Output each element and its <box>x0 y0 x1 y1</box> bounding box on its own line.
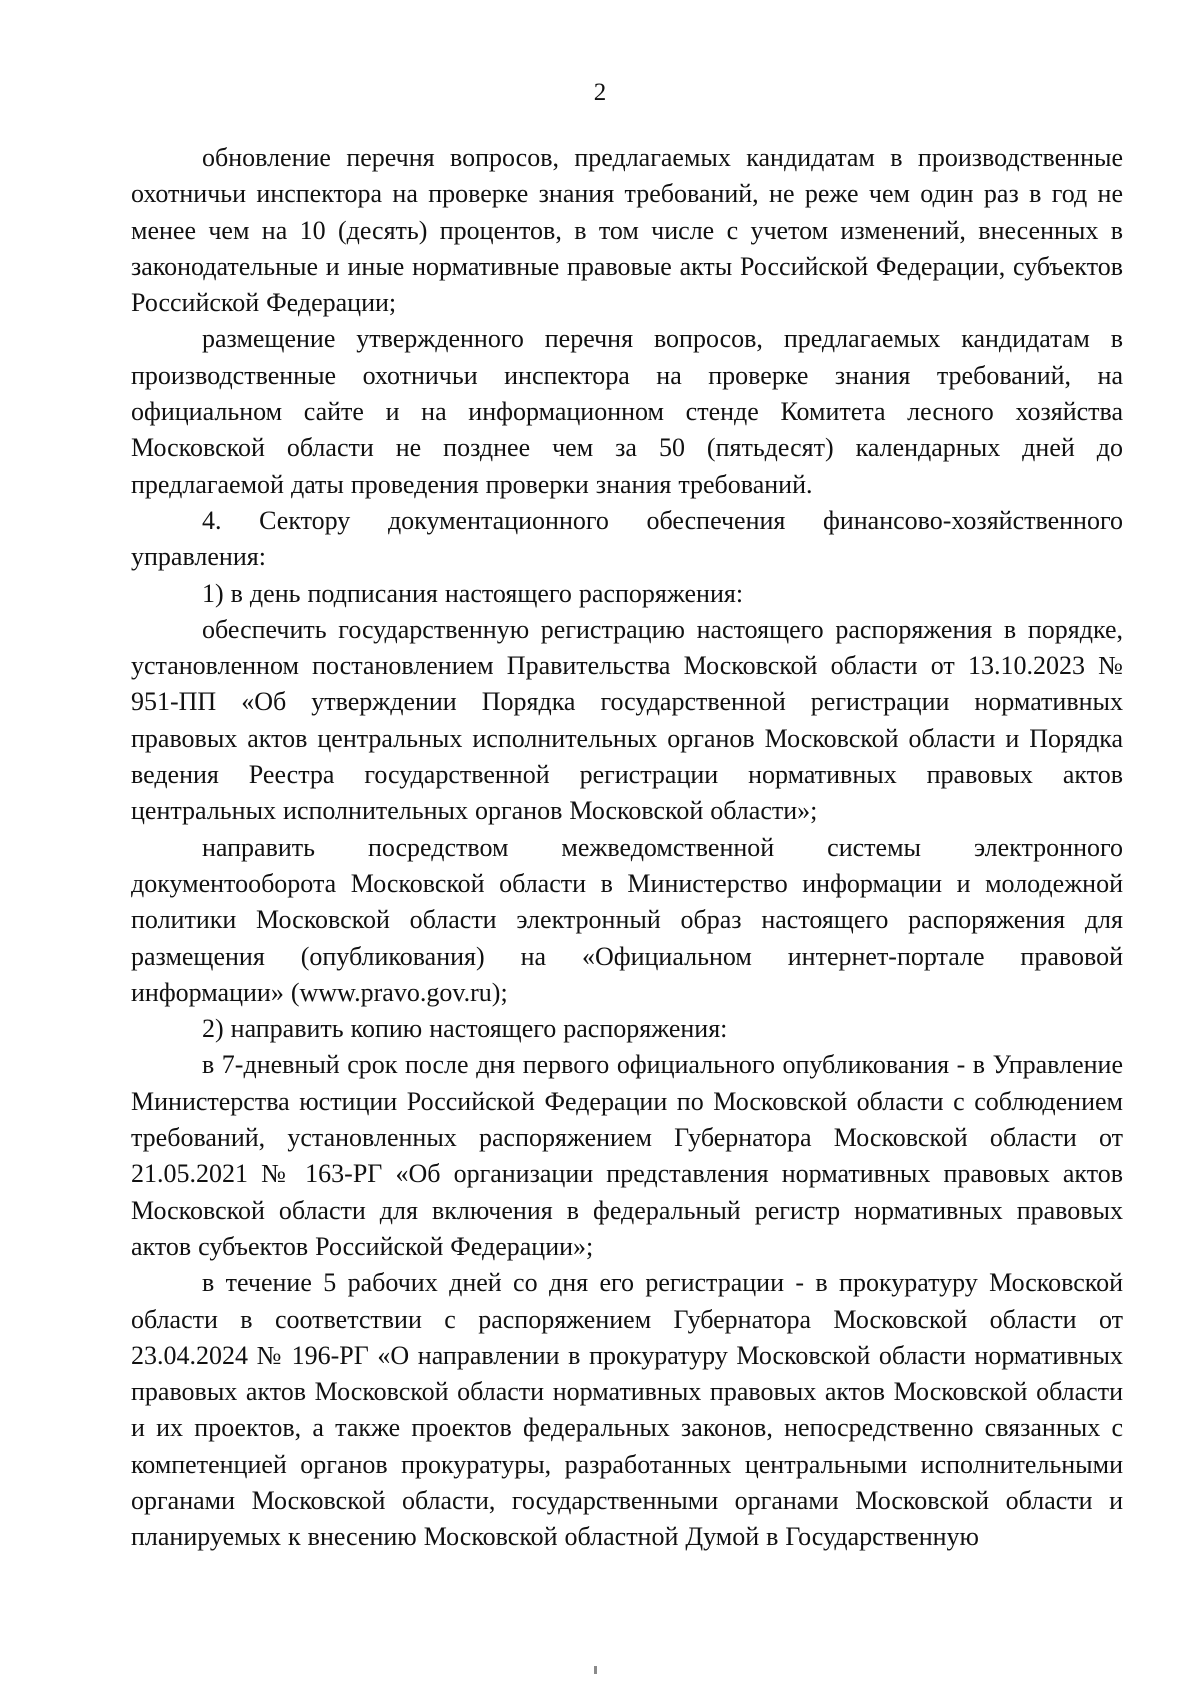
paragraph-subitem-2-send-copy: 2) направить копию настоящего распоряжения: <box>202 1014 728 1044</box>
paragraph-prosecutor-office: в течение 5 рабочих дней со дня его регистрации - в прокуратуру Московской области в соответствии с распоряжением Губернатора Московской области от 23.04.2024 № 196-РГ «О направлении в прокуратуру Московской области нормативных правовых актов Московской области нормативных правовых актов Московской области и их проектов, а также проектов федеральных законов, непосредственно связанных с компетенцией органов прокуратуры, разработанных центральными исполнительными органами Московской области, государственными органами Московской области и планируемых к внесению Московской областной Думой в Государственную <box>131 1268 1123 1552</box>
document-body <box>131 140 1123 1556</box>
paragraph-subitem-1-signing-day: 1) в день подписания настоящего распоряжения: <box>202 578 744 608</box>
paragraph-send-for-publication: направить посредством межведомственной системы электронного документооборота Московской области в Министерство информации и молодежной политики Московской области электронный образ настоящего распоряжения для размещения (опубликования) на «Официальном интернет-портале правовой информации» (www.pravo.gov.ru); <box>131 832 1123 1007</box>
page-number: 2 <box>593 79 607 106</box>
paragraph-state-registration: обеспечить государственную регистрацию настоящего распоряжения в порядке, установленном постановлением Правительства Московской области от 13.10.2023 № 951-ПП «Об утверждении Порядка государственной регистрации нормативных правовых актов центральных исполнительных органов Московской области и Порядка ведения Реестра государственной регистрации нормативных правовых актов центральных исполнительных органов Московской области»; <box>131 614 1123 826</box>
scan-artifact-mark <box>594 1666 597 1674</box>
paragraph-item-4-documentation-sector: 4. Сектору документационного обеспечения финансово-хозяйственного управления: <box>131 505 1123 572</box>
paragraph-publish-question-list: размещение утвержденного перечня вопросов, предлагаемых кандидатам в производственные охотничьи инспектора на проверке знания требований, на официальном сайте и на информационном стенде Комитета лесного хозяйства Московской области не позднее чем за 50 (пятьдесят) календарных дней до предлагаемой даты проведения проверки знания требований. <box>131 324 1123 499</box>
paragraph-ministry-of-justice: в 7-дневный срок после дня первого официального опубликования - в Управление Министерства юстиции Российской Федерации по Московской области с соблюдением требований, установленных распоряжением Губернатора Московской области от 21.05.2021 № 163-РГ «Об организации представления нормативных правовых актов Московской области для включения в федеральный регистр нормативных правовых актов субъектов Российской Федерации»; <box>131 1050 1123 1261</box>
paragraph-update-question-list: обновление перечня вопросов, предлагаемых кандидатам в производственные охотничьи инспектора на проверке знания требований, не реже чем один раз в год не менее чем на 10 (десять) процентов, в том числе с учетом изменений, внесенных в законодательные и иные нормативные правовые акты Российской Федерации, субъектов Российской Федерации; <box>131 143 1123 318</box>
